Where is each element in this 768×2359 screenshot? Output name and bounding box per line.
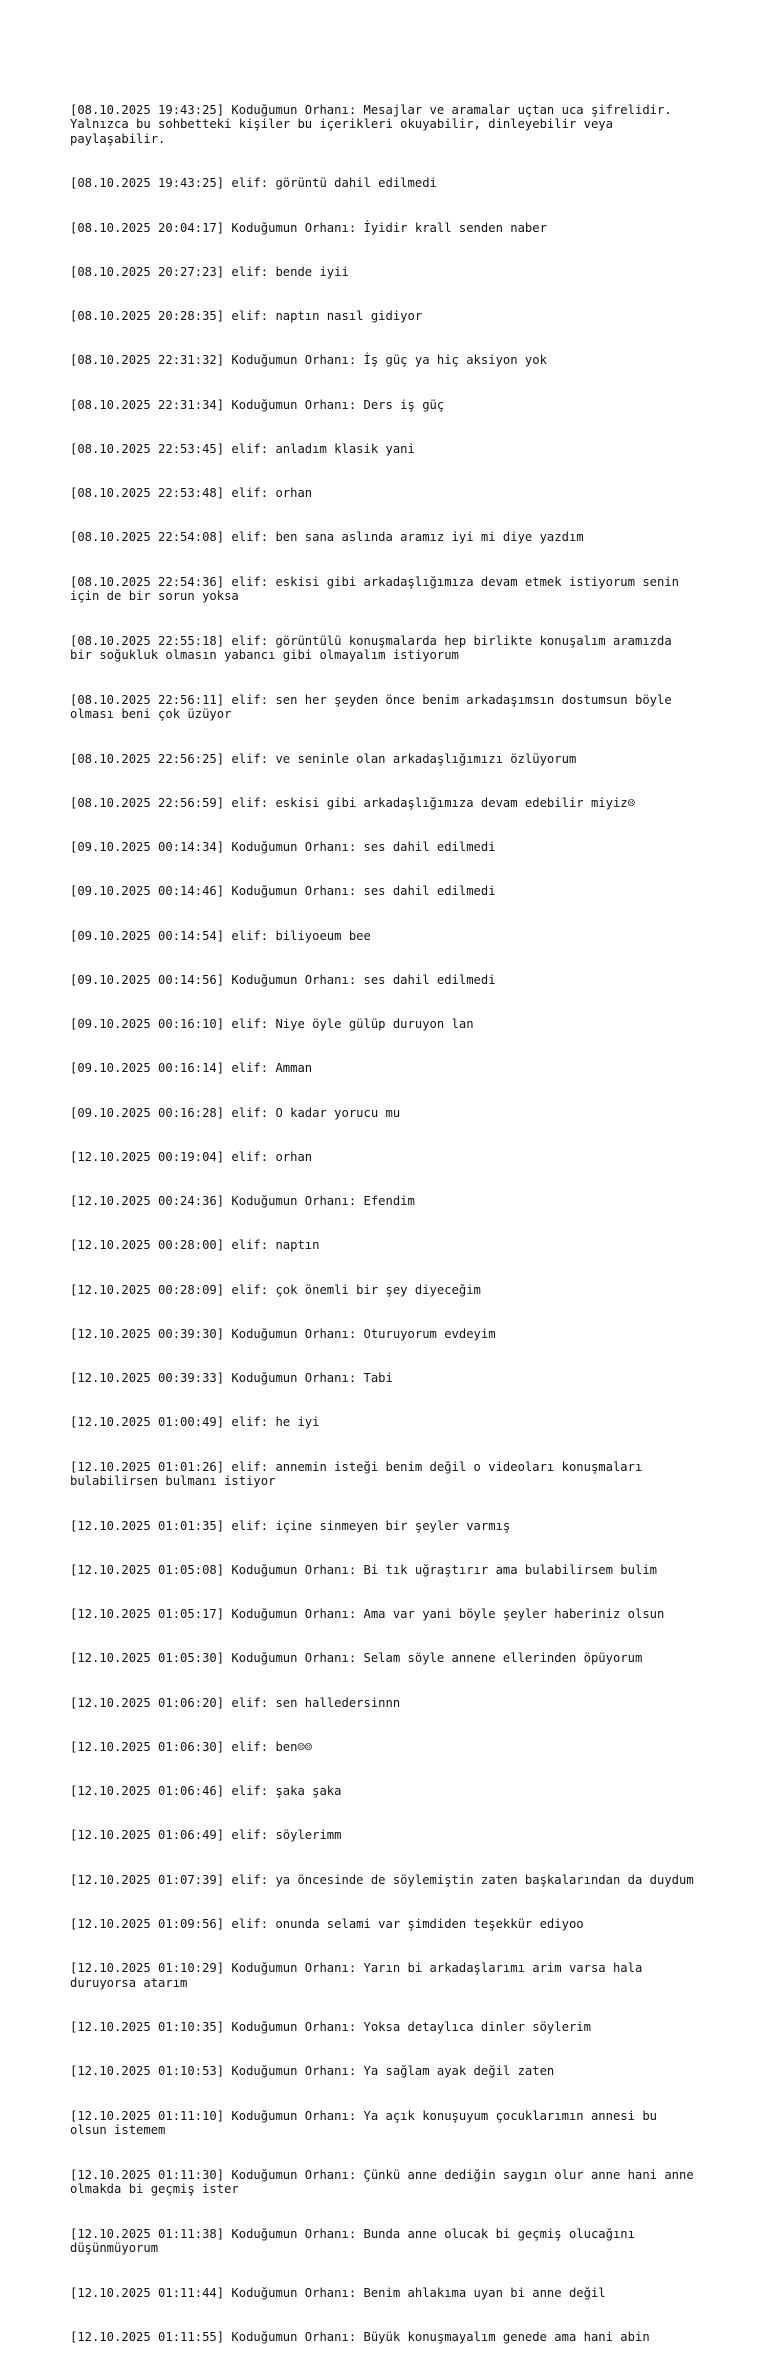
chat-line: [12.10.2025 01:01:26] elif: annemin isteği benim değil o videoları konuşmaları bulabilirsen bulmanı istiyor xyxy=(70,1459,650,1489)
chat-line: [09.10.2025 00:14:56] Koduğumun Orhanı: ses dahil edilmedi xyxy=(70,972,496,987)
chat-line: [12.10.2025 01:10:53] Koduğumun Orhanı: Ya sağlam ayak değil zaten xyxy=(70,2064,555,2079)
chat-line: [08.10.2025 19:43:25] elif: görüntü dahil edilmedi xyxy=(70,176,437,191)
chat-log-text xyxy=(70,73,700,2359)
chat-line: [12.10.2025 01:11:10] Koduğumun Orhanı: Ya açık konuşuyum çocuklarımın annesi bu olsun istemem xyxy=(70,2108,665,2138)
chat-line: [12.10.2025 01:11:30] Koduğumun Orhanı: Çünkü anne dediğin saygın olur anne hani anne olmakda bi geçmiş ister xyxy=(70,2167,702,2197)
chat-line: [08.10.2025 20:27:23] elif: bende iyii xyxy=(70,264,349,279)
chat-line: [12.10.2025 01:11:38] Koduğumun Orhanı: Bunda anne olucak bi geçmiş olucağını düşünmüyorum xyxy=(70,2226,643,2256)
chat-line: [08.10.2025 22:53:48] elif: orhan xyxy=(70,486,313,500)
chat-line: [08.10.2025 20:04:17] Koduğumun Orhanı: İyidir krall senden naber xyxy=(70,220,547,235)
chat-line: [12.10.2025 01:05:08] Koduğumun Orhanı: Bi tık uğraştırır ama bulabilirsem bulim xyxy=(70,1562,657,1577)
chat-line: [12.10.2025 01:09:56] elif: onunda selami var şimdiden teşekkür ediyoo xyxy=(70,1916,584,1931)
chat-line: [08.10.2025 19:43:25] Koduğumun Orhanı: Mesajlar ve aramalar uçtan uca şifrelidir. Yalnızca bu sohbetteki kişiler bu içerikleri okuyabilir, dinleyebilir veya paylaşabilir. xyxy=(70,102,680,146)
chat-line: [12.10.2025 01:06:49] elif: söylerimm xyxy=(70,1828,342,1843)
chat-line: [09.10.2025 00:14:54] elif: biliyoeum bee xyxy=(70,928,371,943)
chat-line: [12.10.2025 00:39:33] Koduğumun Orhanı: Tabi xyxy=(70,1371,393,1385)
chat-line: [12.10.2025 01:11:44] Koduğumun Orhanı: Benim ahlakıma uyan bi anne değil xyxy=(70,2285,606,2300)
chat-line: [12.10.2025 01:06:30] elif: ben☹☹ xyxy=(70,1739,313,1754)
chat-line: [12.10.2025 00:28:09] elif: çok önemli bir şey diyeceğim xyxy=(70,1282,481,1297)
chat-line: [08.10.2025 22:55:18] elif: görüntülü konuşmalarda hep birlikte konuşalım aramızda bir soğukluk olmasın yabancı gibi olmayalım istiyorum xyxy=(70,633,680,663)
chat-line: [09.10.2025 00:16:28] elif: O kadar yorucu mu xyxy=(70,1105,401,1120)
chat-line: [12.10.2025 01:07:39] elif: ya öncesinde de söylemiştin zaten başkalarından da duydum xyxy=(70,1872,694,1887)
chat-line: [08.10.2025 22:54:36] elif: eskisi gibi arkadaşlığımıza devam etmek istiyorum senin için de bir sorun yoksa xyxy=(70,574,687,604)
chat-line: [09.10.2025 00:16:14] elif: Amman xyxy=(70,1061,313,1076)
chat-line: [09.10.2025 00:16:10] elif: Niye öyle gülüp duruyon lan xyxy=(70,1017,474,1031)
chat-line: [08.10.2025 22:53:45] elif: anladım klasik yani xyxy=(70,441,415,456)
chat-line: [12.10.2025 00:24:36] Koduğumun Orhanı: Efendim xyxy=(70,1194,415,1208)
chat-line: [08.10.2025 22:31:32] Koduğumun Orhanı: İş güç ya hiç aksiyon yok xyxy=(70,353,547,368)
chat-line: [12.10.2025 01:05:17] Koduğumun Orhanı: Ama var yani böyle şeyler haberiniz olsun xyxy=(70,1607,665,1621)
chat-line: [12.10.2025 01:06:46] elif: şaka şaka xyxy=(70,1784,342,1798)
chat-line: [12.10.2025 01:06:20] elif: sen halledersinnn xyxy=(70,1695,401,1710)
chat-line: [12.10.2025 01:05:30] Koduğumun Orhanı: Selam söyle annene ellerinden öpüyorum xyxy=(70,1651,643,1666)
chat-line: [08.10.2025 20:28:35] elif: naptın nasıl gidiyor xyxy=(70,309,423,323)
chat-line: [12.10.2025 01:01:35] elif: içine sinmeyen bir şeyler varmış xyxy=(70,1518,511,1533)
chat-line: [12.10.2025 01:00:49] elif: he iyi xyxy=(70,1415,320,1430)
chat-line: [12.10.2025 01:11:55] Koduğumun Orhanı: Büyük konuşmayalım genede ama hani abin xyxy=(70,2329,650,2344)
chat-line: [12.10.2025 01:10:35] Koduğumun Orhanı: Yoksa detaylıca dinler söylerim xyxy=(70,2020,591,2034)
chat-line: [12.10.2025 00:39:30] Koduğumun Orhanı: Oturuyorum evdeyim xyxy=(70,1326,496,1341)
chat-line: [12.10.2025 00:28:00] elif: naptın xyxy=(70,1238,320,1253)
chat-line: [09.10.2025 00:14:34] Koduğumun Orhanı: ses dahil edilmedi xyxy=(70,840,496,854)
chat-line: [12.10.2025 00:19:04] elif: orhan xyxy=(70,1149,313,1164)
chat-line: [12.10.2025 01:10:29] Koduğumun Orhanı: Yarın bi arkadaşlarımı arim varsa hala duruyorsa atarım xyxy=(70,1961,650,1990)
chat-line: [08.10.2025 22:56:25] elif: ve seninle olan arkadaşlığımızı özlüyorum xyxy=(70,751,577,766)
chat-line: [08.10.2025 22:31:34] Koduğumun Orhanı: Ders iş güç xyxy=(70,397,445,412)
chat-line: [08.10.2025 22:54:08] elif: ben sana aslında aramız iyi mi diye yazdım xyxy=(70,530,584,545)
chat-line: [08.10.2025 22:56:11] elif: sen her şeyden önce benim arkadaşımsın dostumsun böyle olması beni çok üzüyor xyxy=(70,692,680,722)
chat-line: [08.10.2025 22:56:59] elif: eskisi gibi arkadaşlığımıza devam edebilir miyiz☹ xyxy=(70,795,635,810)
chat-line: [09.10.2025 00:14:46] Koduğumun Orhanı: ses dahil edilmedi xyxy=(70,884,496,899)
